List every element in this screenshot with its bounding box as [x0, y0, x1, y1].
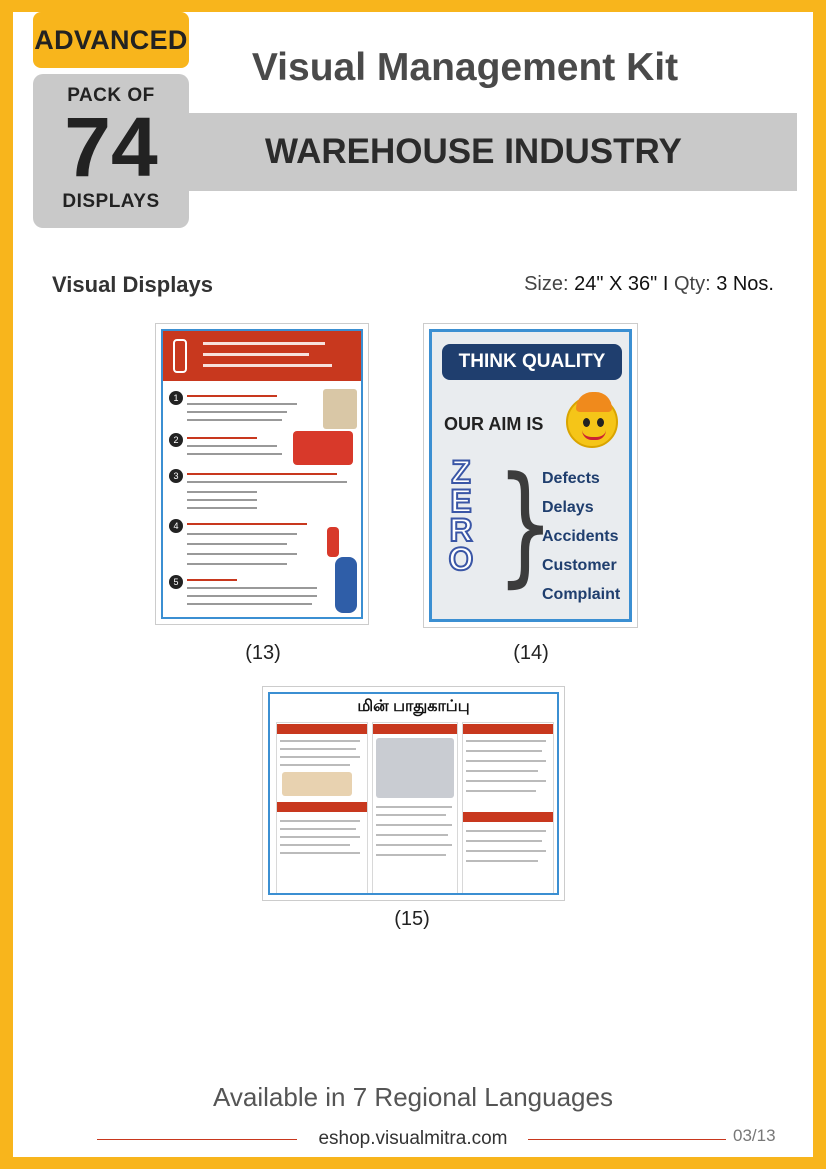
footer-divider-right — [528, 1139, 726, 1140]
step-line — [187, 563, 287, 565]
poster-header — [163, 331, 361, 381]
zero-letter: R — [449, 512, 473, 548]
aim-items — [542, 464, 620, 609]
step-line — [187, 491, 257, 493]
step-4-icon: 4 — [169, 519, 183, 533]
poster-electrical-safety — [262, 686, 565, 901]
step-line — [187, 481, 347, 483]
brace-icon: } — [496, 448, 555, 600]
step-2-icon: 2 — [169, 433, 183, 447]
text-line — [280, 836, 360, 838]
step-3-icon: 3 — [169, 469, 183, 483]
text-line — [376, 814, 446, 816]
step-line — [187, 533, 297, 535]
text-line — [466, 860, 538, 862]
text-line — [376, 844, 452, 846]
step-line — [187, 603, 312, 605]
text-line — [280, 828, 356, 830]
text-line — [466, 790, 536, 792]
step-line — [187, 595, 317, 597]
text-line — [280, 844, 350, 846]
text-line — [280, 756, 360, 758]
section-bar — [277, 724, 367, 734]
text-line — [466, 830, 546, 832]
text-line — [376, 806, 452, 808]
zero-word — [446, 454, 476, 577]
door-icon — [323, 389, 357, 429]
electrician-icon — [376, 738, 454, 798]
text-line — [280, 748, 356, 750]
page-number: 03/13 — [733, 1126, 776, 1145]
step-line — [187, 553, 297, 555]
text-line — [280, 740, 360, 742]
industry-title: WAREHOUSE INDUSTRY — [265, 132, 682, 171]
aim-item: Accidents — [542, 528, 619, 545]
step-line — [187, 587, 317, 589]
step-5-icon: 5 — [169, 575, 183, 589]
aim-text: OUR AIM IS — [444, 414, 544, 434]
text-line — [376, 834, 448, 836]
fire-extinguisher-icon — [173, 339, 187, 373]
text-line — [376, 854, 446, 856]
size-key: Size: — [524, 273, 569, 295]
person-icon — [335, 557, 357, 613]
step-line — [187, 395, 277, 397]
poster-column — [462, 722, 554, 894]
text-line — [280, 764, 350, 766]
text-line — [466, 850, 546, 852]
aim-item: Delays — [542, 499, 594, 516]
step-line — [187, 523, 307, 525]
poster-fire-extinguisher — [155, 323, 369, 625]
size-qty-info — [524, 273, 774, 296]
step-line — [187, 445, 277, 447]
extinguisher-icon — [327, 527, 339, 557]
size-value: 24" X 36" I — [574, 273, 669, 295]
displays-label: DISPLAYS — [62, 191, 160, 212]
advanced-badge: ADVANCED — [33, 12, 189, 68]
step-line — [187, 579, 237, 581]
page-title: Visual Management Kit — [251, 46, 679, 89]
zero-letter: E — [450, 483, 472, 519]
step-line — [187, 543, 287, 545]
section-label: Visual Displays — [52, 272, 214, 297]
poster-think-quality — [423, 323, 638, 628]
aim-item: Defects — [542, 470, 600, 487]
languages-note: Available in 7 Regional Languages — [213, 1082, 613, 1112]
step-line — [187, 419, 282, 421]
text-line — [466, 740, 546, 742]
pack-count-badge — [33, 74, 189, 228]
step-line — [187, 473, 337, 475]
section-bar — [463, 724, 553, 734]
website-link[interactable]: eshop.visualmitra.com — [318, 1128, 508, 1149]
zero-letter: O — [448, 541, 474, 577]
text-line — [466, 750, 542, 752]
poster-heading: மின் பாதுகாப்பு — [357, 698, 470, 715]
section-bar — [373, 724, 457, 734]
section-bar — [277, 802, 367, 812]
footer-divider-left — [97, 1139, 297, 1140]
text-line — [466, 840, 542, 842]
text-line — [466, 760, 546, 762]
qty-value: 3 Nos. — [716, 273, 774, 295]
injured-person-icon — [282, 772, 352, 796]
pack-count: 74 — [64, 100, 158, 194]
qty-key: Qty: — [673, 273, 711, 295]
text-line — [280, 852, 360, 854]
step-line — [187, 499, 257, 501]
poster-caption: (14) — [513, 642, 549, 664]
step-line — [187, 453, 282, 455]
zero-letter: Z — [451, 454, 471, 490]
text-line — [280, 820, 360, 822]
poster-heading: THINK QUALITY — [442, 344, 622, 380]
smiley-icon — [566, 396, 618, 448]
text-line — [466, 780, 546, 782]
step-line — [187, 507, 257, 509]
aim-item: Complaint — [542, 586, 621, 603]
step-1-icon: 1 — [169, 391, 183, 405]
pack-of-label: PACK OF — [67, 85, 155, 106]
industry-banner — [189, 113, 797, 191]
aim-item: Customer — [542, 557, 617, 574]
step-line — [187, 437, 257, 439]
step-line — [187, 411, 287, 413]
section-bar — [463, 812, 553, 822]
text-line — [376, 824, 452, 826]
fire-truck-icon — [293, 431, 353, 465]
poster-caption: (15) — [394, 908, 430, 930]
step-line — [187, 403, 297, 405]
poster-caption: (13) — [245, 642, 281, 664]
text-line — [466, 770, 538, 772]
